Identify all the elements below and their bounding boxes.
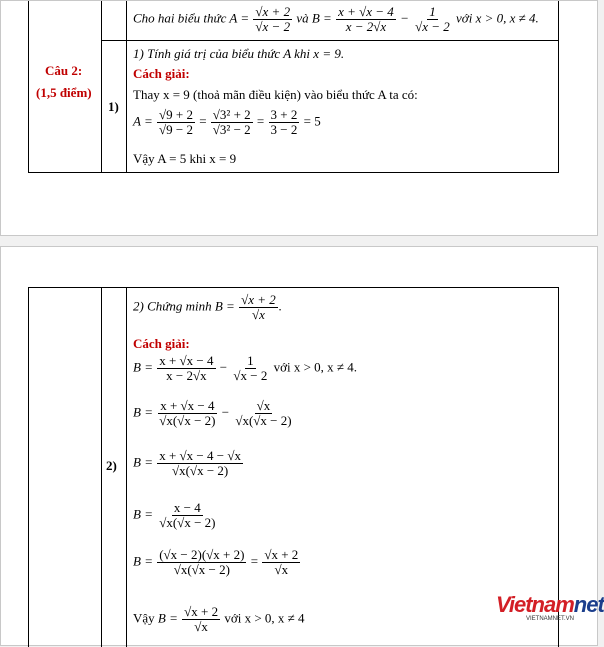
conclusion-2: Vậy B = $\frac{√x + 2}{√x}$ với x > 0, x ≠ 4: [133, 604, 305, 634]
document-page-2: [0, 246, 598, 646]
table-rule: [101, 40, 559, 41]
table-rule: [101, 1, 102, 173]
task-2: 2) Chứng minh B = $\frac{√x + 2}{√x}$ .: [133, 292, 282, 322]
step-2: B = $\frac{x + √x - 4}{√x(√x - 2)}$ − $\frac{√x}{√x(√x - 2)}$: [133, 398, 292, 428]
step-1: B = $\frac{x + √x - 4}{x - 2√x}$ − $\frac{1}{√x - 2}$ với x > 0, x ≠ 4.: [133, 353, 358, 383]
table-rule: [101, 287, 102, 647]
solution-label: Cách giải:: [133, 336, 190, 351]
table-rule: [558, 1, 559, 173]
step-5: B = $\frac{(√x - 2)(√x + 2)}{√x(√x - 2)}$ = $\frac{√x + 2}{√x}$: [133, 547, 299, 577]
calculation-A: A = $\frac{√9 + 2}{√9 - 2}$ = $\frac{\text{√3² + 2}}{\text{√3² − 2}}$ = $\frac{3 + 2}{3 - 2}$ = 5: [133, 107, 321, 137]
question-points: (1,5 điểm): [36, 85, 92, 100]
task-1: 1) Tính giá trị của biểu thức A khi x = 9.: [133, 46, 345, 61]
part-number: 1): [108, 99, 119, 114]
document-page-1: [0, 0, 598, 236]
step-3: B = $\frac{x + √x - 4 - √x}{√x(√x - 2)}$: [133, 448, 241, 478]
part-number: 2): [106, 458, 117, 473]
step-4: B = $\frac{x - 4}{√x(√x - 2)}$: [133, 500, 216, 530]
table-rule: [28, 287, 559, 288]
substitution-line: Thay x = 9 (thoả mãn điều kiện) vào biểu thức A ta có:: [133, 87, 418, 102]
table-rule: [28, 1, 29, 173]
vietnamnet-watermark-logo: Vietnamnet VIETNAMNET.VN: [496, 592, 604, 622]
table-rule: [126, 1, 127, 173]
table-rule: [28, 172, 559, 173]
table-rule: [28, 287, 29, 647]
conclusion-1: Vậy A = 5 khi x = 9: [133, 151, 237, 166]
table-rule: [126, 287, 127, 647]
given-expressions: Cho hai biểu thức A = $\frac{√x + 2}{√x - 2}$ và B = $\frac{x + √x - 4}{x - 2√x}$ − $\frac{1}{√x - 2}$ với x > 0, x ≠ 4.: [133, 4, 539, 34]
solution-label: Cách giải:: [133, 66, 190, 81]
question-label: Câu 2:: [45, 63, 83, 78]
